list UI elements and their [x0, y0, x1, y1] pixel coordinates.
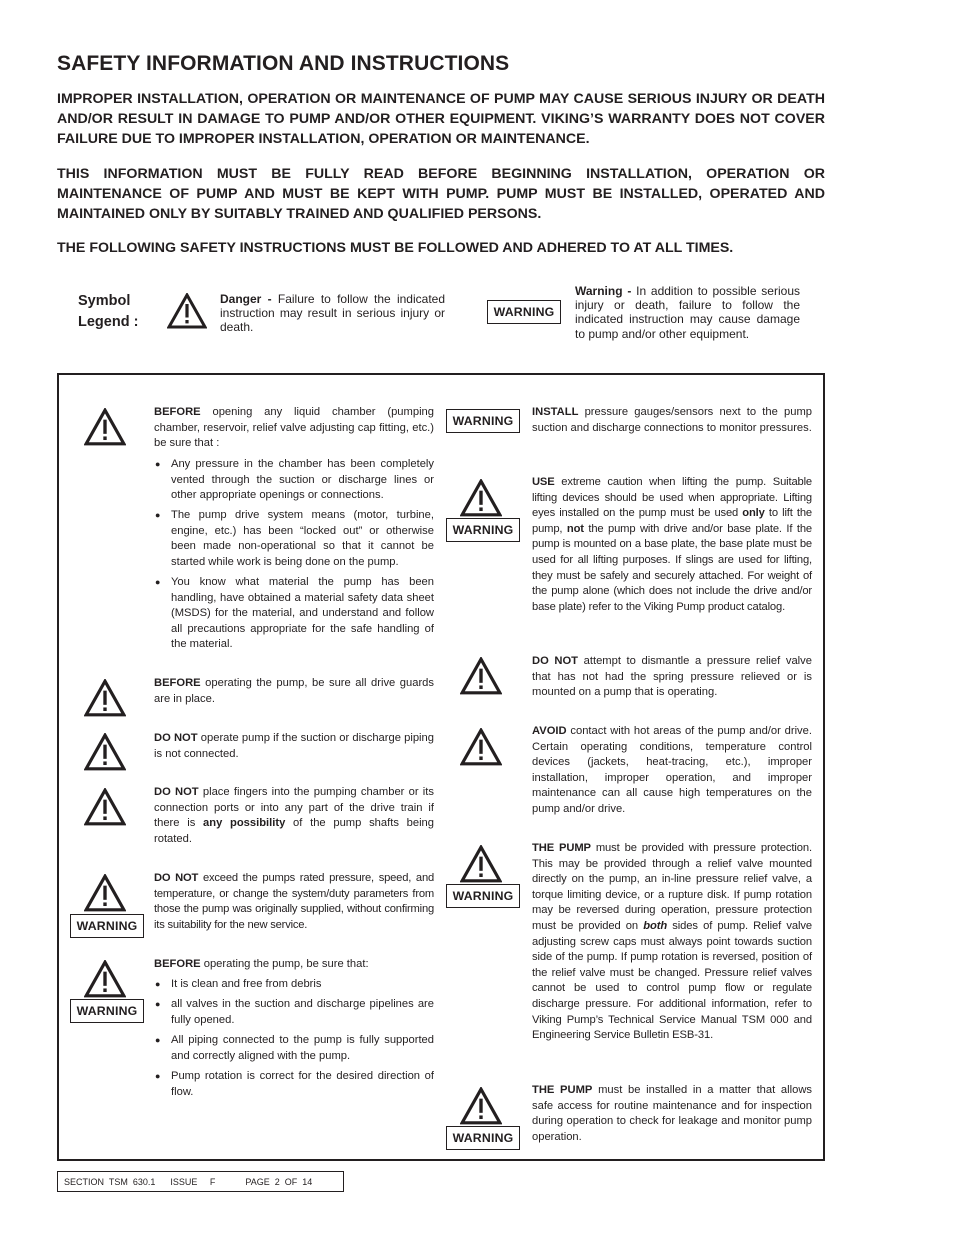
list-item [155, 1069, 434, 1100]
instruction-safe-access [532, 1083, 812, 1145]
instruction-text: operate pump if the suction or discharge piping is not connected. [154, 732, 434, 760]
list-item-text: Pump rotation is correct for the desired direction of flow. [171, 1070, 434, 1098]
legend-warning-badge: WARNING [487, 300, 561, 324]
instruction-rated-pressure [154, 871, 434, 933]
instruction-emphasis: both [643, 919, 668, 932]
instruction-emphasis: not [566, 522, 584, 535]
list-item-text: Any pressure in the chamber has been completely vented through the suction or discharge lines or other appropriate openings or connections. [171, 458, 434, 502]
instruction-relief-valve [532, 654, 812, 701]
bullet-icon: ● [155, 999, 161, 1009]
danger-triangle-icon [84, 788, 126, 826]
instruction-emphasis: any possibility [203, 817, 286, 830]
instruction-lead: INSTALL [532, 406, 579, 418]
legend-warning-text: In addition to possible serious injury or death, failure to follow the indicated instruction may cause damage to pump and/or other equipment. [575, 284, 800, 341]
instruction-lifting [532, 475, 812, 615]
warning-badge: WARNING [70, 999, 144, 1023]
page-title: SAFETY INFORMATION AND INSTRUCTIONS [57, 52, 510, 75]
instruction-hot-areas [532, 724, 812, 818]
list-item [155, 1033, 434, 1064]
instruction-lead: USE [532, 476, 555, 488]
instruction-text: exceed the pumps rated pressure, speed, and temperature, or change the system/duty parameters from those the pump was originally supplied, without confirming its suitability for the new service. [154, 872, 434, 931]
instruction-text: the pump with drive and/or base plate. If the pump is mounted on a base plate, the base plate must be used for all lifting purposes. If slings are used for lifting, they must be safely and securely attached. For weight of the pump alone (which does not include the drive and/or base plate) refer to the Viking Pump product catalog. [532, 522, 812, 613]
instruction-lead: BEFORE [154, 677, 201, 689]
bullet-icon: ● [155, 979, 161, 989]
danger-triangle-icon [460, 728, 502, 766]
warning-badge: WARNING [446, 884, 520, 908]
instruction-lead: AVOID [532, 725, 567, 737]
instruction-text: contact with hot areas of the pump and/or drive. Certain operating conditions, temperature control devices (jackets, heat-tracing, etc.), improper installation, improper operation, and improper maintenance can all cause high temperatures on the pump and/or drive. [532, 725, 812, 815]
danger-warning-triangle-icon [167, 293, 207, 329]
instruction-drive-guards [154, 676, 434, 707]
instruction-text: operating the pump, be sure that: [200, 958, 369, 970]
warning-badge: WARNING [446, 409, 520, 433]
bullet-icon: ● [155, 459, 161, 469]
page-footer-section-info: SECTION TSM 630.1 ISSUE F PAGE 2 OF 14 [57, 1171, 344, 1192]
instruction-text: sides of pump. Relief valve adjusting screw caps must always point towards suction side of the pump. If pump rotation is reversed, position of the relief valve must be changed. Pressure relief valves cannot be used to control pump flow or regulate discharge pressure. For additional information, refer to Viking Pump’s Technical Service Manual TSM 000 and Engineering Service Bulletin ESB-31. [532, 919, 812, 1042]
instruction-text: opening any liquid chamber (pumping chamber, reservoir, relief valve adjusting cap fitting, etc.) be sure that : [154, 406, 434, 450]
instruction-lead: DO NOT [154, 732, 198, 744]
bullet-icon: ● [155, 510, 161, 520]
instruction-text: must be provided with pressure protection. This may be provided through a relief valve mounted directly on the pump, an in-line pressure relief valve, a torque limiting device, or a rupture disk. If pump rotation may be reversed during operation, pressure protection must be provided on [532, 842, 812, 932]
legend-warning-lead: Warning - [575, 284, 637, 298]
instruction-text: operating the pump, be sure all drive guards are in place. [154, 677, 434, 705]
symbol-legend-label [78, 291, 138, 333]
danger-triangle-icon [84, 679, 126, 717]
list-item [155, 575, 434, 653]
bullet-icon: ● [155, 1071, 161, 1081]
bullet-icon: ● [155, 577, 161, 587]
list-item [155, 977, 434, 993]
instruction-piping-connected [154, 731, 434, 762]
legend-danger-text: Failure to follow the indicated instruction may result in serious injury or death. [220, 292, 446, 335]
list-item-text: all valves in the suction and discharge pipelines are fully opened. [171, 998, 434, 1026]
instruction-lead: DO NOT [154, 872, 199, 884]
instruction-fingers [154, 785, 434, 847]
list-item-text: It is clean and free from debris [171, 978, 322, 990]
list-item-text: All piping connected to the pump is fully supported and correctly aligned with the pump. [171, 1034, 434, 1062]
warning-triangle-icon [460, 479, 502, 517]
warning-triangle-icon [84, 960, 126, 998]
danger-triangle-icon [84, 733, 126, 771]
legend-warning-description [575, 284, 800, 341]
instruction-text: to lift the pump, [532, 507, 812, 535]
list-item [155, 997, 434, 1028]
list-item [155, 457, 434, 504]
instruction-install-gauges [532, 405, 812, 436]
instruction-lead: THE PUMP [532, 842, 591, 854]
instruction-before-operating [154, 957, 434, 973]
instruction-text: of the pump shafts being rotated. [154, 817, 435, 845]
instruction-pressure-protection [532, 841, 812, 1044]
legend-danger-lead: Danger - [220, 292, 278, 306]
warning-triangle-icon [460, 1087, 502, 1125]
warning-triangle-icon [84, 874, 126, 912]
danger-triangle-icon [84, 408, 126, 446]
legend-danger-description [220, 292, 445, 335]
instruction-text: place fingers into the pumping chamber or its connection ports or into any part of the drive train if there is [154, 786, 434, 830]
instruction-lead: THE PUMP [532, 1084, 593, 1096]
bullet-icon: ● [155, 1035, 161, 1045]
legend-label-line1: Symbol [78, 293, 131, 309]
danger-triangle-icon [460, 657, 502, 695]
instruction-text: extreme caution when lifting the pump. Suitable lifting devices should be used when appropriate. Lifting eyes installed on the pump must be used [532, 476, 812, 520]
list-item-text: You know what material the pump has been handling, have obtained a material safety data sheet (MSDS) for the material, and understand and follow all precautions appropriate for the safe handling of the material. [171, 576, 434, 651]
intro-paragraph-3: THE FOLLOWING SAFETY INSTRUCTIONS MUST BE FOLLOWED AND ADHERED TO AT ALL TIMES. [57, 240, 734, 256]
instruction-lead: DO NOT [154, 786, 199, 798]
instruction-text: attempt to dismantle a pressure relief valve that has not had the spring pressure relieved or is mounted on a pump that is operating. [532, 655, 812, 699]
list-item [155, 508, 434, 570]
warning-badge: WARNING [446, 1126, 520, 1150]
list-item-text: The pump drive system means (motor, turbine, engine, etc.) has been “locked out” or otherwise been made non-operational so that it cannot be started while work is being done on the pump. [171, 509, 434, 568]
instruction-lead: BEFORE [154, 958, 201, 970]
warning-triangle-icon [460, 845, 502, 883]
instruction-lead: BEFORE [154, 406, 201, 418]
intro-paragraph-1: IMPROPER INSTALLATION, OPERATION OR MAINTENANCE OF PUMP MAY CAUSE SERIOUS INJURY OR DEATH AND/OR RESULT IN DAMAGE TO PUMP AND/OR OTHER EQUIPMENT. VIKING’S WARRANTY DOES NOT COVER FAILURE DUE TO IMPROPER INSTALLATION, OPERATION OR MAINTENANCE. [57, 91, 825, 147]
warning-badge: WARNING [70, 914, 144, 938]
instruction-text: must be installed in a matter that allows safe access for routine maintenance and for inspection during operation to check for leakage and monitor pump operation. [532, 1084, 812, 1143]
intro-paragraph-2: THIS INFORMATION MUST BE FULLY READ BEFORE BEGINNING INSTALLATION, OPERATION OR MAINTENANCE OF PUMP AND MUST BE KEPT WITH PUMP. PUMP MUST BE INSTALLED, OPERATED AND MAINTAINED ONLY BY SUITABLY TRAINED AND QUALIFIED PERSONS. [57, 166, 825, 222]
instruction-text: pressure gauges/sensors next to the pump suction and discharge connections to monitor pressures. [532, 406, 812, 434]
warning-badge: WARNING [446, 518, 520, 542]
instruction-emphasis: only [742, 507, 765, 520]
instruction-lead: DO NOT [532, 655, 579, 667]
legend-label-line2: Legend : [78, 314, 139, 330]
instruction-before-opening [154, 405, 434, 452]
